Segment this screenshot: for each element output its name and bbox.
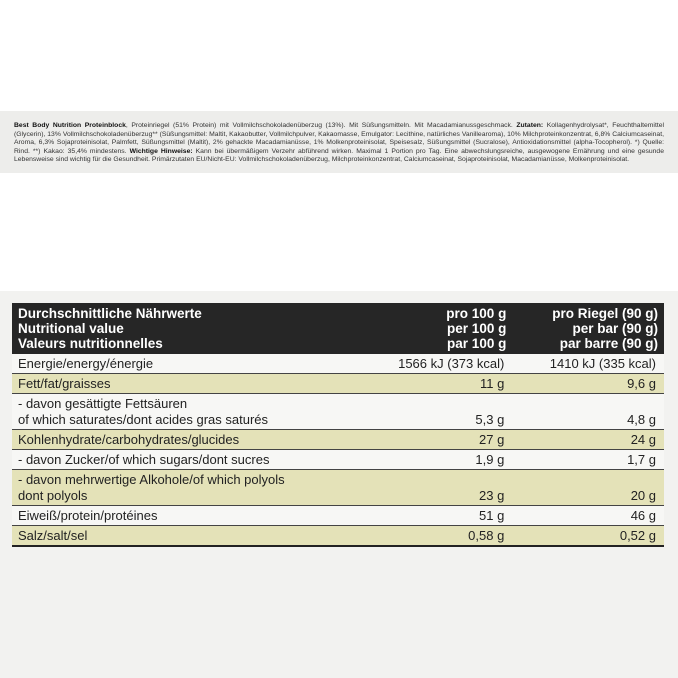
header-perbar-en: per bar (90 g) bbox=[572, 321, 658, 336]
header-perbar-de: pro Riegel (90 g) bbox=[552, 306, 658, 321]
row-perbar: 20 g bbox=[514, 470, 664, 506]
product-name: Best Body Nutrition Proteinblock bbox=[14, 122, 126, 129]
row-label: Kohlenhydrate/carbohydrates/glucides bbox=[12, 430, 362, 450]
header-perbar-fr: par barre (90 g) bbox=[559, 336, 658, 351]
row-per100: 11 g bbox=[362, 374, 514, 394]
hinweise-label: Wichtige Hinweise: bbox=[129, 147, 193, 155]
row-perbar: 4,8 g bbox=[514, 394, 664, 430]
header-per100-en: per 100 g bbox=[447, 321, 507, 336]
row-label: Energie/energy/énergie bbox=[12, 354, 362, 374]
table-header bbox=[12, 303, 664, 354]
row-per100: 5,3 g bbox=[362, 394, 514, 430]
row-label: - davon gesättigte Fettsäuren of which saturates/dont acides gras saturés bbox=[12, 394, 362, 430]
row-label: Eiweiß/protein/protéines bbox=[12, 506, 362, 526]
header-perbar-col bbox=[514, 303, 664, 354]
row-label: Fett/fat/graisses bbox=[12, 374, 362, 394]
row-perbar: 46 g bbox=[514, 506, 664, 526]
ingredients-text bbox=[14, 122, 664, 165]
row-per100: 0,58 g bbox=[362, 526, 514, 547]
zutaten-label: Zutaten: bbox=[516, 122, 544, 129]
row-perbar: 24 g bbox=[514, 430, 664, 450]
nutrition-table bbox=[12, 303, 664, 547]
row-label: Salz/salt/sel bbox=[12, 526, 362, 547]
product-description: , Proteinriegel (51% Protein) mit Vollmilchschokoladenüberzug (13%). Mit Süßungsmitteln. Mit Macadamianussgeschmack. bbox=[125, 122, 517, 129]
row-per100: 1,9 g bbox=[362, 450, 514, 470]
table-row bbox=[12, 354, 664, 374]
header-label-col bbox=[12, 303, 362, 354]
row-label: - davon Zucker/of which sugars/dont sucres bbox=[12, 450, 362, 470]
row-per100: 23 g bbox=[362, 470, 514, 506]
header-per100-col bbox=[362, 303, 514, 354]
row-perbar: 1,7 g bbox=[514, 450, 664, 470]
table-row bbox=[12, 430, 664, 450]
table-row bbox=[12, 506, 664, 526]
row-label: - davon mehrwertige Alkohole/of which polyols dont polyols bbox=[12, 470, 362, 506]
header-label-de: Durchschnittliche Nährwerte bbox=[18, 306, 202, 321]
header-label-en: Nutritional value bbox=[18, 321, 124, 336]
row-per100: 1566 kJ (373 kcal) bbox=[362, 354, 514, 374]
header-label-fr: Valeurs nutritionnelles bbox=[18, 336, 163, 351]
row-perbar: 0,52 g bbox=[514, 526, 664, 547]
table-row bbox=[12, 526, 664, 547]
table-row bbox=[12, 450, 664, 470]
header-per100-de: pro 100 g bbox=[446, 306, 507, 321]
header-per100-fr: par 100 g bbox=[447, 336, 507, 351]
row-per100: 51 g bbox=[362, 506, 514, 526]
table-row bbox=[12, 394, 664, 430]
row-perbar: 9,6 g bbox=[514, 374, 664, 394]
row-per100: 27 g bbox=[362, 430, 514, 450]
table-row bbox=[12, 470, 664, 506]
row-perbar: 1410 kJ (335 kcal) bbox=[514, 354, 664, 374]
ingredient-list: Kollagenhydrolysat*, Feuchthaltemittel (Glycerin), 13% Vollmilchschokoladenüberzug** (Süßungsmittel: Maltit, Kakaobutter, Vollmilchpulver, Kakaomasse, Emulgator: Lecithine, natürliches Vanillearoma), 10% Milchproteinkonzentrat, 6,8% Calciumcaseinat, Aroma, 6,3% Sojaproteinisolat, Palmfett, Süßungsmittel (Maltit), 2% gehackte Macadamianüsse, 1% Molkenproteinisolat, Speisesalz, Süßungsmittel (Sucralose), Antioxidationsmittel (alpha-Tocopherol). *) Quelle: Rind. **) Kakao: 35,4% mindestens. bbox=[14, 122, 665, 155]
hinweise-text: Kann bei übermäßigem Verzehr abführend wirken. Maximal 1 Portion pro Tag. Eine abwechslungsreiche, ausgewogene Ernährung und eine gesunde Lebensweise sind wichtig für die Gesundheit. Primärzutaten EU/Nicht-EU: Vollmilchschokoladenüberzug, Milchproteinkonzentrat, Calciumcaseinat, Sojaproteinisolat, Macadamianüsse, Molkenproteinisolat. bbox=[14, 147, 664, 164]
table-row bbox=[12, 374, 664, 394]
